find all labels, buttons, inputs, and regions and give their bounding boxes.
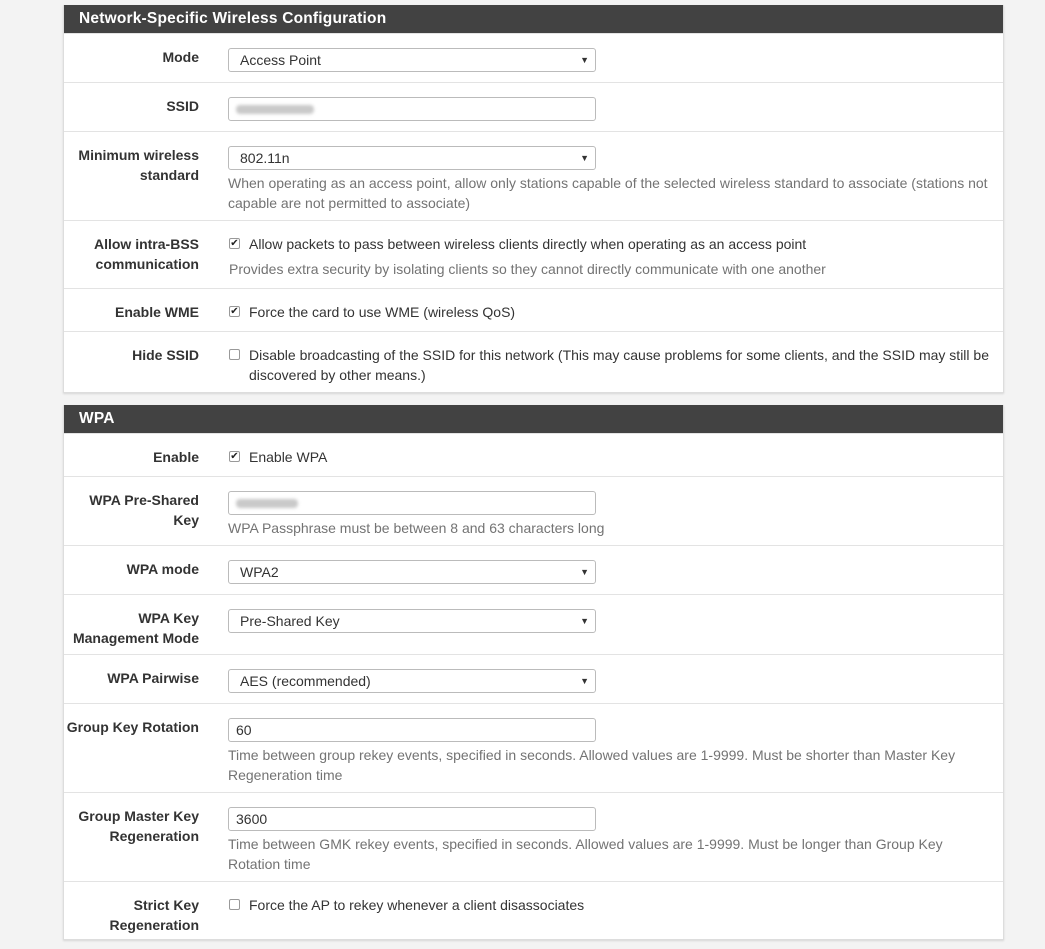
redacted-ssid-blur	[236, 105, 314, 114]
mode-label: Mode	[162, 49, 199, 65]
psk-input[interactable]	[228, 491, 596, 515]
group-rotation-help: Time between group rekey events, specified in seconds. Allowed values are 1-9999. Must be shorter than Master Key Regeneration time	[228, 747, 956, 783]
strict-row	[64, 881, 1003, 941]
intra-bss-row	[64, 220, 1003, 288]
key-mgmt-row	[64, 594, 1003, 654]
strict-checkbox[interactable]	[229, 899, 240, 910]
group-rotation-label: Group Key Rotation	[66, 719, 199, 735]
strict-text: Force the AP to rekey whenever a client disassociates	[249, 897, 585, 913]
gmk-input[interactable]: 3600	[228, 807, 596, 831]
redacted-psk-blur	[236, 499, 298, 508]
pairwise-label: WPA Pairwise	[107, 670, 199, 686]
hide-ssid-row	[64, 331, 1003, 394]
wpa-heading: WPA	[64, 405, 1003, 433]
min-standard-select[interactable]	[228, 146, 596, 170]
wme-option[interactable]	[228, 302, 993, 322]
strict-option[interactable]	[228, 895, 993, 915]
wme-text: Force the card to use WME (wireless QoS)	[249, 304, 516, 320]
ssid-row	[64, 82, 1003, 131]
wme-checkbox[interactable]: ✔	[230, 306, 239, 317]
wpa-enable-row	[64, 433, 1003, 476]
intra-bss-text: Allow packets to pass between wireless clients directly when operating as an access point	[249, 236, 807, 252]
chevron-down-icon: ▼	[580, 567, 589, 577]
group-rotation-input[interactable]: 60	[228, 718, 596, 742]
ssid-input[interactable]	[228, 97, 596, 121]
wpa-enable-checkbox[interactable]: ✔	[230, 451, 239, 462]
min-standard-row	[64, 131, 1003, 220]
wpa-mode-row	[64, 545, 1003, 594]
hide-ssid-label: Hide SSID	[132, 347, 199, 363]
mode-row	[64, 33, 1003, 82]
min-standard-label: Minimum wireless standard	[78, 147, 199, 183]
min-standard-help: When operating as an access point, allow only stations capable of the selected wireless standard to associate (stations not capable are not permitted to associate)	[228, 175, 988, 211]
intra-bss-checkbox[interactable]: ✔	[230, 238, 239, 249]
wpa-enable-option[interactable]	[228, 447, 993, 467]
hide-ssid-checkbox[interactable]	[229, 349, 240, 360]
wpa-mode-value: WPA2	[240, 564, 279, 580]
chevron-down-icon: ▼	[580, 616, 589, 626]
wme-label: Enable WME	[114, 304, 199, 320]
gmk-label: Group Master Key Regeneration	[78, 808, 199, 844]
key-mgmt-label: WPA Key Management Mode	[72, 610, 199, 646]
gmk-help: Time between GMK rekey events, specified in seconds. Allowed values are 1-9999. Must be longer than Group Key Rotation time	[228, 836, 943, 872]
hide-ssid-option[interactable]	[228, 345, 993, 385]
ssid-label: SSID	[166, 98, 199, 114]
group-rotation-row	[64, 703, 1003, 792]
psk-row	[64, 476, 1003, 545]
chevron-down-icon: ▼	[580, 153, 589, 163]
wireless-config-panel	[63, 5, 1004, 393]
wpa-enable-text: Enable WPA	[249, 449, 328, 465]
chevron-down-icon: ▼	[580, 676, 589, 686]
wpa-panel	[63, 405, 1004, 940]
pairwise-value: AES (recommended)	[240, 673, 371, 689]
hide-ssid-text: Disable broadcasting of the SSID for this network (This may cause problems for some clients, and the SSID may still be discovered by other means.)	[249, 347, 989, 383]
min-standard-value: 802.11n	[240, 150, 290, 166]
chevron-down-icon: ▼	[580, 55, 589, 65]
wpa-enable-label: Enable	[153, 449, 199, 465]
pairwise-row	[64, 654, 1003, 703]
gmk-row	[64, 792, 1003, 881]
key-mgmt-value: Pre-Shared Key	[240, 613, 340, 629]
psk-label: WPA Pre-Shared Key	[89, 492, 199, 528]
mode-select-value: Access Point	[240, 52, 321, 68]
wireless-config-heading: Network-Specific Wireless Configuration	[64, 5, 1003, 33]
mode-select[interactable]	[228, 48, 596, 72]
intra-bss-label: Allow intra-BSS communication	[93, 236, 199, 272]
key-mgmt-select[interactable]	[228, 609, 596, 633]
pairwise-select[interactable]	[228, 669, 596, 693]
wpa-mode-select[interactable]	[228, 560, 596, 584]
wpa-mode-label: WPA mode	[126, 561, 199, 577]
psk-help: WPA Passphrase must be between 8 and 63 characters long	[228, 520, 605, 536]
intra-bss-option[interactable]	[228, 234, 993, 254]
strict-label: Strict Key Regeneration	[109, 897, 199, 933]
wme-row	[64, 288, 1003, 331]
intra-bss-help: Provides extra security by isolating clients so they cannot directly communicate with one another	[229, 261, 826, 277]
